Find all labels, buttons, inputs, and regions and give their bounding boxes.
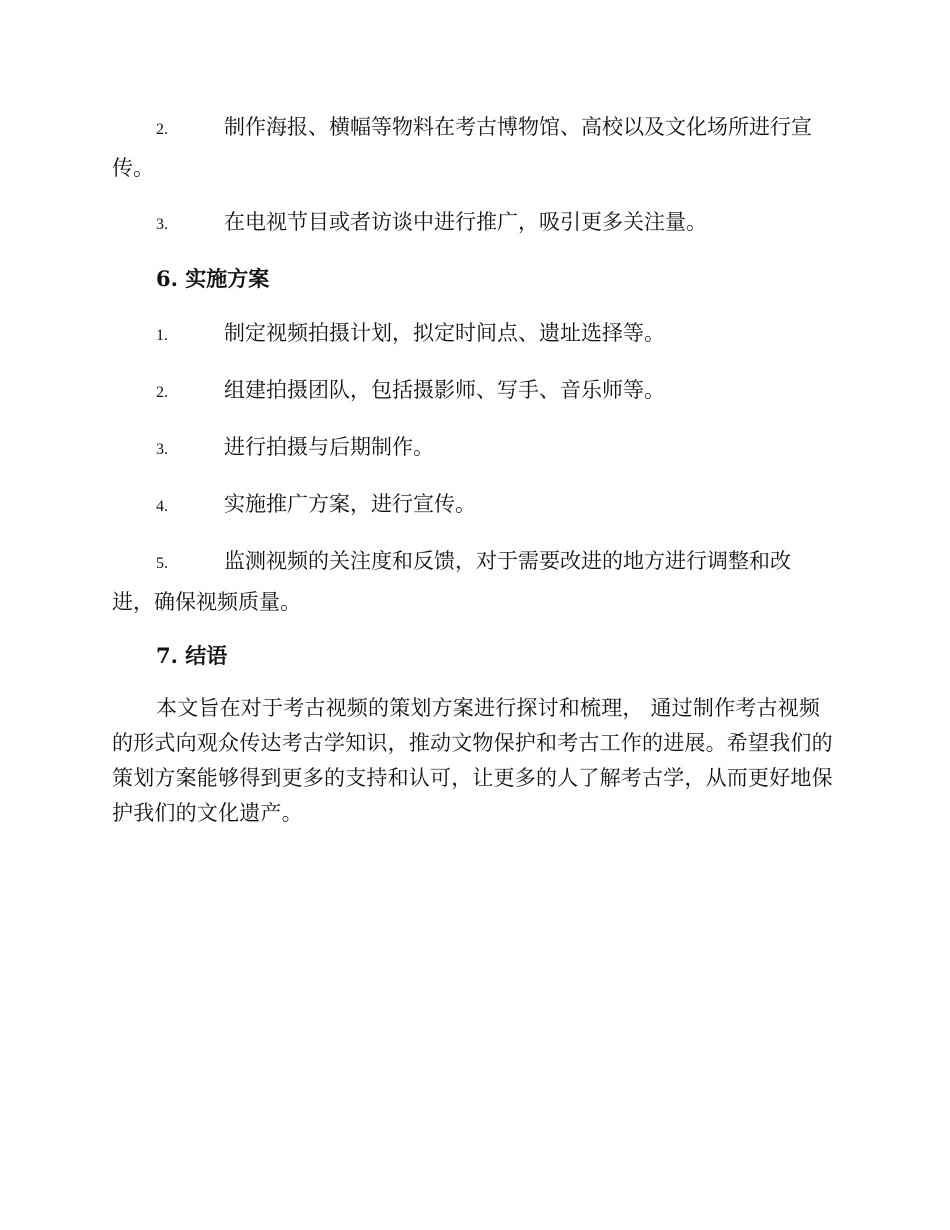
list-text: 实施推广方案，进行宣传。 (224, 492, 476, 516)
list-number: 1. (156, 327, 168, 344)
document-page (112, 108, 836, 831)
list-item (112, 314, 836, 355)
list-text: 制定视频拍摄计划，拟定时间点、遗址选择等。 (224, 321, 665, 345)
section-heading-6: 6. 实施方案 (156, 266, 270, 291)
list-text: 组建拍摄团队，包括摄影师、写手、音乐师等。 (224, 378, 665, 402)
list-number: 3. (156, 216, 168, 233)
list-item (112, 485, 836, 526)
list-text-continued: 进，确保视频质量。 (112, 590, 301, 614)
list-number: 3. (156, 441, 168, 458)
list-text-continued: 传。 (112, 156, 154, 180)
conclusion-paragraph: 本文旨在对于考古视频的策划方案进行探讨和梳理， 通过制作考古视频的形式向观众传达考古学知识，推动文物保护和考古工作的进展。希望我们的策划方案能够得到更多的支持和认可，让更多的人了解考古学，从而更好地保护我们的文化遗产。 (112, 696, 833, 825)
list-item (112, 371, 836, 412)
list-number: 4. (156, 498, 168, 515)
list-item (112, 203, 836, 244)
list-text: 制作海报、横幅等物料在考古博物馆、高校以及文化场所进行宣 (224, 115, 812, 139)
section-heading-7: 7. 结语 (156, 643, 228, 668)
list-number: 2. (156, 384, 168, 401)
list-text: 监测视频的关注度和反馈，对于需要改进的地方进行调整和改 (224, 549, 791, 573)
list-item (112, 108, 836, 187)
list-number: 5. (156, 555, 168, 572)
list-item (112, 542, 836, 621)
list-number: 2. (156, 121, 168, 138)
list-text: 在电视节目或者访谈中进行推广，吸引更多关注量。 (224, 210, 707, 234)
list-text: 进行拍摄与后期制作。 (224, 435, 434, 459)
list-item (112, 428, 836, 469)
